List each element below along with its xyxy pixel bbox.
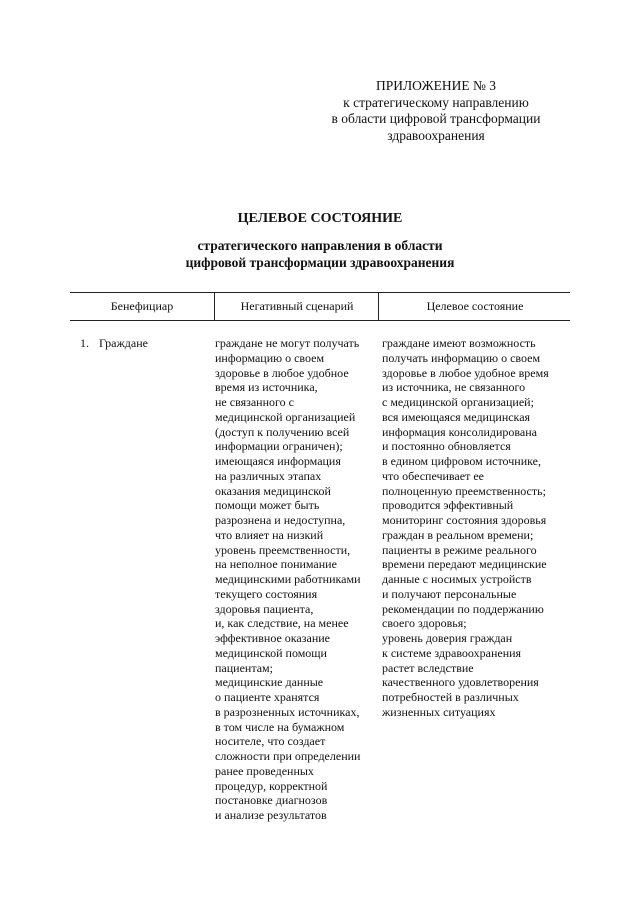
negative-scenario-line: носителе, что создает (215, 734, 326, 749)
target-state-line: потребностей в различных (382, 690, 519, 704)
negative-scenario-line: информации ограничен); (215, 439, 343, 454)
target-state-line: проводится эффективный (382, 498, 514, 513)
negative-scenario-line: оказания медицинской (215, 483, 331, 498)
negative-scenario-line: граждане не могут получать (215, 336, 360, 350)
target-state-line: получать информацию о своем (382, 350, 541, 365)
table-header (70, 292, 570, 321)
target-state-line: времени передают медицинские (382, 557, 547, 572)
target-state-line: граждан в реальном времени; (382, 527, 534, 542)
target-state-line: рекомендации по поддержанию (382, 601, 544, 616)
negative-scenario-line: что влияет на низкий (215, 527, 324, 542)
negative-scenario-line: здоровья пациента, (215, 601, 314, 616)
target-state-line: полноценную преемственность; (382, 483, 546, 498)
target-state-line: в едином цифровом источнике, (382, 454, 541, 468)
target-state-line: к системе здравоохранения (382, 645, 522, 660)
negative-scenario-line: время из источника, (215, 380, 318, 395)
document-title: ЦЕЛЕВОЕ СОСТОЯНИЕ (237, 211, 403, 226)
target-state-line: вся имеющаяся медицинская (382, 409, 531, 424)
target-state-table (70, 292, 570, 822)
appendix-line: ПРИЛОЖЕНИЕ № 3 (375, 78, 497, 93)
appendix-line: в области цифровой трансформации (331, 111, 541, 126)
negative-scenario-line: медицинские данные (215, 675, 324, 690)
negative-scenario-line: на различных этапах (215, 468, 322, 483)
negative-scenario-line: в том числе на бумажном (215, 719, 345, 734)
negative-scenario-line: медицинской помощи (215, 645, 327, 660)
negative-scenario-line: имеющаяся информация (215, 454, 341, 468)
negative-scenario-line: разрознена и недоступна, (215, 513, 346, 527)
header-target-state: Целевое состояние (378, 293, 571, 320)
negative-scenario-line: здоровье в любое удобное (215, 365, 349, 380)
target-state-line: и получают персональные (382, 586, 517, 601)
negative-scenario-line: информацию о своем (215, 350, 325, 365)
target-state-line: с медицинской организацией; (382, 395, 534, 409)
subtitle-line: стратегического направления в области (197, 238, 443, 253)
target-state-line: данные с носимых устройств (382, 572, 532, 586)
negative-scenario-line: и анализе результатов (215, 808, 327, 822)
negative-scenario-line: помощи может быть (215, 498, 320, 513)
target-state-line: жизненных ситуациях (382, 704, 496, 719)
subtitle-line: цифровой трансформации здравоохранения (185, 255, 455, 270)
negative-scenario-line: (доступ к получению всей (215, 424, 350, 439)
negative-scenario-line: эффективное оказание (215, 631, 330, 645)
negative-scenario-line: текущего состояния (215, 586, 318, 601)
negative-scenario-line: постановке диагнозов (215, 793, 328, 808)
appendix-header (300, 78, 572, 144)
negative-scenario-line: пациентам; (215, 660, 273, 675)
negative-scenario-line: процедур, корректной (215, 778, 328, 793)
negative-scenario-line: на неполное понимание (215, 557, 337, 572)
negative-scenario-line: сложности при определении (215, 749, 361, 763)
beneficiary-name: Граждане (99, 336, 148, 350)
document-subtitle (0, 237, 640, 271)
negative-scenario-line: медицинскими работниками (215, 572, 361, 586)
target-state-line: из источника, не связанного (382, 380, 526, 395)
row-number: 1. (80, 336, 89, 350)
negative-scenario-line: ранее проведенных (215, 763, 314, 778)
header-beneficiary: Бенефициар (110, 299, 174, 313)
target-state-line: мониторинг состояния здоровья (382, 513, 547, 527)
target-state-line: своего здоровья; (382, 616, 467, 631)
target-state-line: растет вследствие (382, 660, 474, 675)
header-negative-scenario: Негативный сценарий (214, 293, 379, 320)
target-state-line: здоровье в любое удобное время (382, 365, 549, 380)
target-state-cell (382, 336, 572, 720)
target-state-line: уровень доверия граждан (382, 631, 513, 645)
target-state-line: что обеспечивает ее (382, 468, 484, 483)
target-state-line: граждане имеют возможность (382, 336, 536, 350)
target-state-line: и постоянно обновляется (382, 439, 511, 454)
negative-scenario-line: в разрозненных источниках, (215, 704, 360, 719)
target-state-line: пациенты в режиме реального (382, 542, 537, 557)
negative-scenario-cell (215, 336, 380, 823)
appendix-line: здравоохранения (387, 127, 485, 143)
beneficiary-cell (80, 336, 210, 351)
target-state-line: качественного удовлетворения (382, 675, 539, 690)
negative-scenario-line: медицинской организацией (215, 409, 356, 424)
negative-scenario-line: о пациенте хранятся (215, 690, 320, 704)
target-state-line: информация консолидирована (382, 424, 537, 439)
negative-scenario-line: и, как следствие, на менее (215, 616, 349, 631)
negative-scenario-line: не связанного с (215, 395, 294, 409)
appendix-line: к стратегическому направлению (343, 94, 529, 110)
negative-scenario-line: уровень преемственности, (215, 542, 351, 557)
